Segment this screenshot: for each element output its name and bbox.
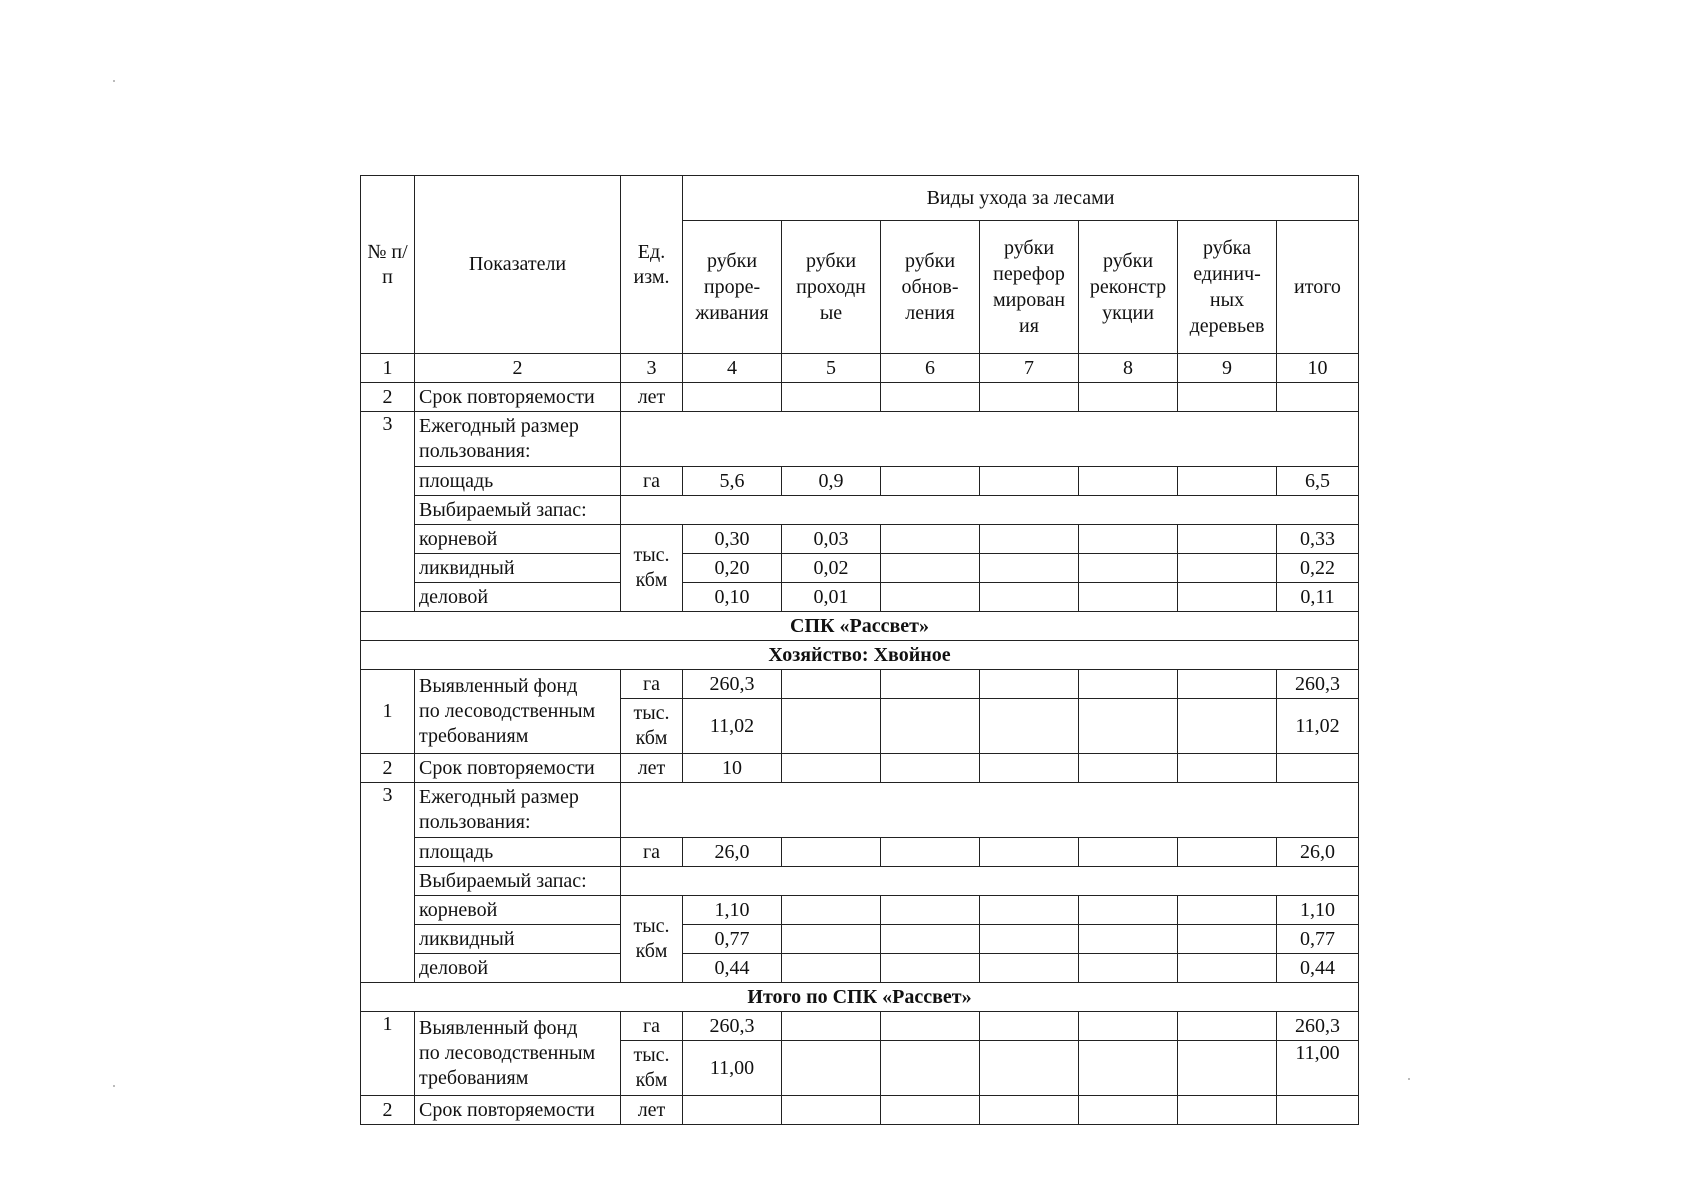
header-type-cell <box>1277 221 1359 354</box>
col-number: 2 <box>415 354 621 383</box>
value-cell <box>980 896 1079 925</box>
value-cell <box>980 467 1079 496</box>
value-cell <box>881 1041 980 1096</box>
col-number: 8 <box>1079 354 1178 383</box>
row-label <box>419 674 616 749</box>
value-cell <box>782 1012 881 1041</box>
value-cell <box>1178 383 1277 412</box>
row-unit: тыс. кбм <box>621 1041 683 1096</box>
value-cell <box>881 699 980 754</box>
value-cell: 26,0 <box>1277 838 1359 867</box>
row-unit: тыс. кбм <box>621 896 683 983</box>
table-row <box>361 525 1359 554</box>
col-number: 6 <box>881 354 980 383</box>
row-label <box>419 1016 616 1091</box>
text-line: итого <box>1294 276 1341 298</box>
value-cell: 0,9 <box>782 467 881 496</box>
value-cell <box>782 670 881 699</box>
value-cell <box>881 925 980 954</box>
value-cell <box>1178 1012 1277 1041</box>
empty-cell <box>621 867 1359 896</box>
row-label: корневой <box>415 525 621 554</box>
value-cell <box>1178 583 1277 612</box>
value-cell: 1,10 <box>683 896 782 925</box>
header-type-cell <box>881 221 980 354</box>
header-num: № п/п <box>361 176 415 354</box>
header-type-total <box>1281 274 1354 300</box>
section-row <box>361 612 1359 641</box>
text-line: проре- <box>703 276 761 298</box>
value-cell: 0,77 <box>683 925 782 954</box>
table-row <box>361 670 1359 699</box>
value-cell: 260,3 <box>1277 1012 1359 1041</box>
header-type-cell <box>1079 221 1178 354</box>
value-cell <box>980 1012 1079 1041</box>
text-line: проходн <box>796 276 866 298</box>
table-row <box>361 467 1359 496</box>
value-cell <box>1178 699 1277 754</box>
value-cell <box>1178 1096 1277 1125</box>
scan-speck <box>113 80 115 82</box>
value-cell <box>683 1096 782 1125</box>
column-number-row <box>361 354 1359 383</box>
col-number: 4 <box>683 354 782 383</box>
value-cell <box>1079 554 1178 583</box>
value-cell <box>1178 754 1277 783</box>
row-label: ликвидный <box>415 554 621 583</box>
value-cell <box>1277 383 1359 412</box>
value-cell: 11,02 <box>1277 699 1359 754</box>
value-cell: 1,10 <box>1277 896 1359 925</box>
value-cell <box>1079 925 1178 954</box>
text-line: Выявленный фонд <box>419 1017 578 1039</box>
value-cell <box>881 838 980 867</box>
text-line: перефор <box>993 263 1065 285</box>
row-unit: га <box>621 1012 683 1041</box>
text-line: рубка <box>1203 237 1251 259</box>
row-label: деловой <box>415 954 621 983</box>
text-line: требованиям <box>419 725 529 747</box>
text-line: по лесоводственным <box>419 1042 596 1064</box>
header-type-reconstruction <box>1083 248 1173 326</box>
value-cell <box>881 583 980 612</box>
row-label: площадь <box>415 467 621 496</box>
empty-cell <box>621 412 1359 467</box>
value-cell <box>1079 954 1178 983</box>
value-cell <box>782 1041 881 1096</box>
row-unit: тыс. кбм <box>621 525 683 612</box>
table-row <box>361 496 1359 525</box>
value-cell: 0,10 <box>683 583 782 612</box>
header-type-cell <box>1178 221 1277 354</box>
text-line: мирован <box>992 289 1066 311</box>
row-num: 1 <box>361 670 415 754</box>
section-row <box>361 641 1359 670</box>
value-cell <box>1079 838 1178 867</box>
section-title-farm: Хозяйство: Хвойное <box>361 641 1359 670</box>
row-unit: га <box>621 467 683 496</box>
text-line: деревьев <box>1189 315 1265 337</box>
table-row <box>361 412 1359 467</box>
value-cell: 260,3 <box>683 1012 782 1041</box>
text-line: рубки <box>1102 250 1154 272</box>
value-cell: 0,11 <box>1277 583 1359 612</box>
value-cell: 0,01 <box>782 583 881 612</box>
value-cell <box>1079 1012 1178 1041</box>
value-cell <box>1079 699 1178 754</box>
text-line: Выявленный фонд <box>419 675 578 697</box>
scan-speck <box>1408 1078 1410 1080</box>
text-line: рубки <box>904 250 956 272</box>
row-label-cell <box>415 670 621 754</box>
value-cell <box>1079 670 1178 699</box>
value-cell: 11,02 <box>683 699 782 754</box>
value-cell <box>782 699 881 754</box>
text-line: требованиям <box>419 1067 529 1089</box>
forest-care-table <box>360 175 1359 1125</box>
text-line: рубки <box>1003 237 1055 259</box>
text-line: укции <box>1102 302 1154 324</box>
value-cell <box>782 383 881 412</box>
text-line: ия <box>1019 315 1039 337</box>
value-cell: 26,0 <box>683 838 782 867</box>
value-cell <box>881 383 980 412</box>
text-line: реконстр <box>1089 276 1167 298</box>
value-cell <box>881 1012 980 1041</box>
value-cell <box>881 1096 980 1125</box>
row-unit: лет <box>621 754 683 783</box>
row-label: Срок повторяемости <box>415 754 621 783</box>
header-type-passage <box>786 248 876 326</box>
table-row <box>361 1096 1359 1125</box>
header-type-single-trees <box>1182 235 1272 339</box>
value-cell <box>980 954 1079 983</box>
header-type-reformation <box>984 235 1074 339</box>
row-label: Срок повторяемости <box>415 383 621 412</box>
value-cell <box>1079 1096 1178 1125</box>
value-cell: 0,22 <box>1277 554 1359 583</box>
table-row <box>361 383 1359 412</box>
col-number: 3 <box>621 354 683 383</box>
scan-speck <box>113 1085 115 1087</box>
value-cell <box>980 525 1079 554</box>
row-unit: тыс. кбм <box>621 699 683 754</box>
row-num: 2 <box>361 383 415 412</box>
value-cell <box>1277 754 1359 783</box>
value-cell: 260,3 <box>1277 670 1359 699</box>
header-indicators: Показатели <box>415 176 621 354</box>
text-line: ных <box>1209 289 1245 311</box>
value-cell <box>1079 583 1178 612</box>
value-cell: 0,20 <box>683 554 782 583</box>
empty-cell <box>621 496 1359 525</box>
value-cell <box>782 925 881 954</box>
table-row <box>361 838 1359 867</box>
table-row <box>361 867 1359 896</box>
value-cell: 260,3 <box>683 670 782 699</box>
value-cell <box>1178 525 1277 554</box>
section-title-total: Итого по СПК «Рассвет» <box>361 983 1359 1012</box>
value-cell: 0,77 <box>1277 925 1359 954</box>
value-cell <box>782 896 881 925</box>
text-line: ые <box>819 302 843 324</box>
value-cell <box>782 838 881 867</box>
header-type-renewal <box>885 248 975 326</box>
row-num: 3 <box>361 783 415 983</box>
value-cell <box>1178 467 1277 496</box>
value-cell <box>782 954 881 983</box>
value-cell <box>980 754 1079 783</box>
table-row <box>361 554 1359 583</box>
row-label: Ежегодный размер пользования: <box>415 783 621 838</box>
row-label-cell <box>415 1012 621 1096</box>
value-cell <box>683 383 782 412</box>
value-cell <box>980 838 1079 867</box>
row-unit: га <box>621 670 683 699</box>
value-cell <box>1178 838 1277 867</box>
value-cell <box>1079 467 1178 496</box>
value-cell <box>1178 925 1277 954</box>
col-number: 7 <box>980 354 1079 383</box>
row-unit: га <box>621 838 683 867</box>
table-row <box>361 925 1359 954</box>
value-cell <box>980 1041 1079 1096</box>
table-row <box>361 896 1359 925</box>
value-cell: 0,33 <box>1277 525 1359 554</box>
value-cell <box>1277 1096 1359 1125</box>
row-label: Выбираемый запас: <box>415 496 621 525</box>
section-row <box>361 983 1359 1012</box>
header-type-cell <box>980 221 1079 354</box>
text-line: обнов- <box>901 276 959 298</box>
value-cell <box>980 383 1079 412</box>
row-label: площадь <box>415 838 621 867</box>
header-group: Виды ухода за лесами <box>683 176 1359 221</box>
value-cell <box>881 896 980 925</box>
value-cell: 0,44 <box>683 954 782 983</box>
value-cell <box>1079 754 1178 783</box>
value-cell <box>1178 954 1277 983</box>
header-type-cell <box>782 221 881 354</box>
text-line: рубки <box>805 250 857 272</box>
value-cell: 0,02 <box>782 554 881 583</box>
value-cell <box>1079 1041 1178 1096</box>
row-label: Ежегодный размер пользования: <box>415 412 621 467</box>
row-label: Срок повторяемости <box>415 1096 621 1125</box>
value-cell <box>881 670 980 699</box>
value-cell: 0,30 <box>683 525 782 554</box>
value-cell <box>980 554 1079 583</box>
row-label: ликвидный <box>415 925 621 954</box>
text-line: единич- <box>1193 263 1261 285</box>
value-cell: 11,00 <box>1277 1041 1359 1096</box>
row-label: деловой <box>415 583 621 612</box>
row-unit: лет <box>621 1096 683 1125</box>
row-num: 3 <box>361 412 415 612</box>
value-cell <box>881 554 980 583</box>
value-cell <box>980 1096 1079 1125</box>
value-cell <box>1178 670 1277 699</box>
value-cell: 11,00 <box>683 1041 782 1096</box>
col-number: 9 <box>1178 354 1277 383</box>
row-num: 2 <box>361 754 415 783</box>
value-cell <box>1178 896 1277 925</box>
row-num: 1 <box>361 1012 415 1096</box>
text-line: живания <box>695 302 769 324</box>
row-label: Выбираемый запас: <box>415 867 621 896</box>
table-row <box>361 1012 1359 1041</box>
table-row <box>361 754 1359 783</box>
value-cell <box>881 754 980 783</box>
header-row-1 <box>361 176 1359 221</box>
value-cell <box>980 583 1079 612</box>
row-unit: лет <box>621 383 683 412</box>
value-cell <box>782 754 881 783</box>
text-line: ления <box>905 302 955 324</box>
value-cell <box>980 670 1079 699</box>
value-cell <box>1079 896 1178 925</box>
value-cell: 5,6 <box>683 467 782 496</box>
value-cell <box>980 699 1079 754</box>
text-line: по лесоводственным <box>419 700 596 722</box>
row-label: корневой <box>415 896 621 925</box>
section-title-spk: СПК «Рассвет» <box>361 612 1359 641</box>
header-unit: Ед. изм. <box>621 176 683 354</box>
value-cell <box>1178 554 1277 583</box>
col-number: 5 <box>782 354 881 383</box>
value-cell <box>881 525 980 554</box>
value-cell <box>1079 525 1178 554</box>
header-type-thinning <box>687 248 777 326</box>
value-cell <box>1079 383 1178 412</box>
col-number: 1 <box>361 354 415 383</box>
value-cell: 0,44 <box>1277 954 1359 983</box>
table-row <box>361 583 1359 612</box>
value-cell: 0,03 <box>782 525 881 554</box>
table-row <box>361 783 1359 838</box>
text-line: рубки <box>706 250 758 272</box>
table-row <box>361 954 1359 983</box>
value-cell <box>782 1096 881 1125</box>
value-cell <box>1178 1041 1277 1096</box>
value-cell <box>881 467 980 496</box>
col-number: 10 <box>1277 354 1359 383</box>
empty-cell <box>621 783 1359 838</box>
value-cell: 10 <box>683 754 782 783</box>
value-cell <box>980 925 1079 954</box>
header-type-cell <box>683 221 782 354</box>
value-cell <box>881 954 980 983</box>
row-num: 2 <box>361 1096 415 1125</box>
value-cell: 6,5 <box>1277 467 1359 496</box>
